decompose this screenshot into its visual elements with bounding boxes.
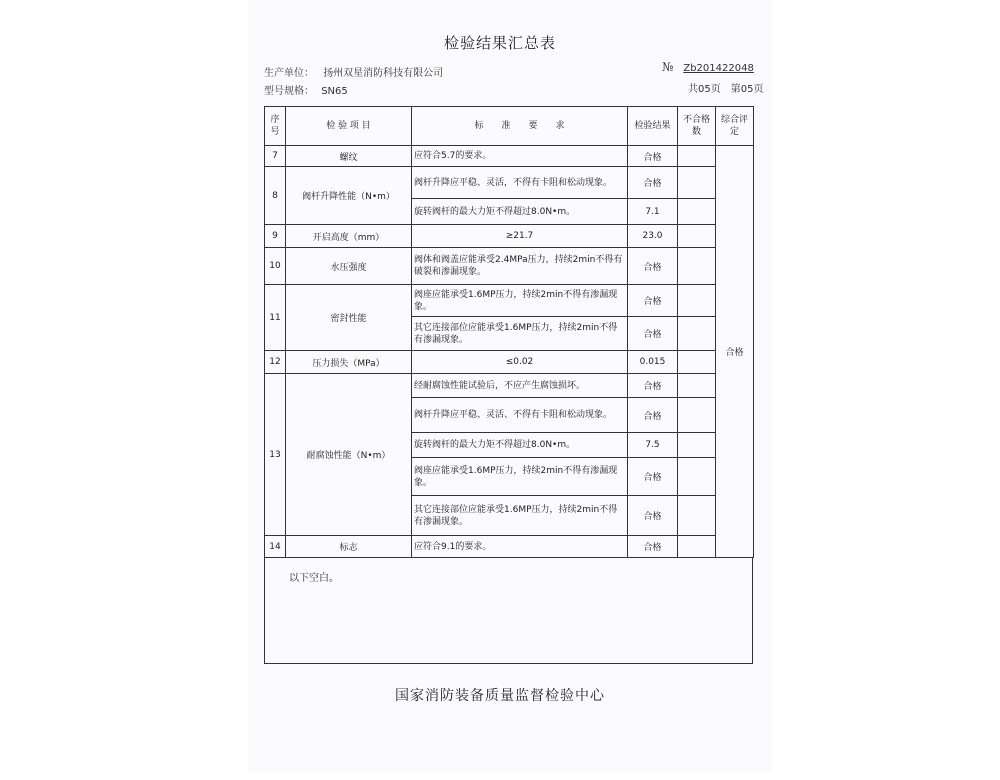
model-line (264, 82, 348, 97)
result-cell: 合格 (628, 317, 678, 351)
table-header-row (265, 107, 754, 146)
nonconform-cell (678, 458, 716, 496)
requirement-cell: 应符合5.7的要求。 (412, 146, 628, 167)
manufacturer-value: 扬州双星消防科技有限公司 (323, 68, 444, 79)
seq-cell: 7 (265, 146, 286, 167)
nonconform-cell (678, 199, 716, 225)
requirement-cell: ≥21.7 (412, 225, 628, 248)
result-cell: 7.5 (628, 433, 678, 458)
document-title: 检验结果汇总表 (443, 34, 556, 52)
requirement-cell: 旋转阀杆的最大力矩不得超过8.0N•m。 (412, 433, 628, 458)
header-standard: 标 准 要 求 (412, 107, 628, 146)
seq-cell: 12 (265, 351, 286, 374)
nonconform-cell (678, 317, 716, 351)
result-cell: 合格 (628, 248, 678, 285)
header-overall: 综合评定 (716, 107, 754, 146)
result-cell: 合格 (628, 374, 678, 398)
item-cell: 密封性能 (286, 285, 412, 351)
nonconform-cell (678, 351, 716, 374)
requirement-cell: 应符合9.1的要求。 (412, 536, 628, 558)
table-row (265, 351, 754, 374)
nonconform-cell (678, 398, 716, 433)
requirement-cell: 阀杆升降应平稳、灵活、不得有卡阻和松动现象。 (412, 398, 628, 433)
item-cell: 阀杆升降性能（N•m） (286, 167, 412, 225)
result-cell: 合格 (628, 285, 678, 317)
result-cell: 合格 (628, 458, 678, 496)
table-row (265, 248, 754, 285)
issuer-name: 国家消防装备质量监督检验中心 (395, 688, 605, 704)
requirement-cell: 阀体和阀盖应能承受2.4MPa压力，持续2min不得有破裂和渗漏现象。 (412, 248, 628, 285)
manufacturer-label: 生产单位： (264, 68, 314, 79)
requirement-cell: 其它连接部位应能承受1.6MP压力，持续2min不得有渗漏现象。 (412, 496, 628, 536)
results-table (264, 106, 754, 558)
result-cell: 合格 (628, 536, 678, 558)
item-cell: 开启高度（mm） (286, 225, 412, 248)
number-sign: № (662, 60, 674, 74)
header-item: 检 验 项 目 (286, 107, 412, 146)
result-cell: 合格 (628, 167, 678, 199)
seq-cell: 9 (265, 225, 286, 248)
table-row (265, 167, 754, 199)
table-row (265, 146, 754, 167)
nonconform-cell (678, 536, 716, 558)
model-label: 型号规格： (264, 86, 314, 97)
nonconform-cell (678, 374, 716, 398)
requirement-cell: 阀座应能承受1.6MP压力，持续2min不得有渗漏现象。 (412, 285, 628, 317)
nonconform-cell (678, 167, 716, 199)
seq-cell: 13 (265, 374, 286, 536)
requirement-cell: ≤0.02 (412, 351, 628, 374)
report-number-value: Zb201422048 (683, 63, 754, 74)
item-cell: 螺纹 (286, 146, 412, 167)
nonconform-cell (678, 433, 716, 458)
item-cell: 耐腐蚀性能（N•m） (286, 374, 412, 536)
seq-cell: 10 (265, 248, 286, 285)
seq-cell: 11 (265, 285, 286, 351)
result-cell: 7.1 (628, 199, 678, 225)
seq-cell: 8 (265, 167, 286, 225)
requirement-cell: 阀座应能承受1.6MP压力，持续2min不得有渗漏现象。 (412, 458, 628, 496)
item-cell: 水压强度 (286, 248, 412, 285)
model-value: SN65 (321, 86, 348, 97)
nonconform-cell (678, 285, 716, 317)
nonconform-cell (678, 496, 716, 536)
nonconform-cell (678, 146, 716, 167)
nonconform-cell (678, 248, 716, 285)
result-cell: 合格 (628, 398, 678, 433)
result-cell: 23.0 (628, 225, 678, 248)
item-cell: 压力损失（MPa） (286, 351, 412, 374)
result-cell: 合格 (628, 146, 678, 167)
table-row (265, 285, 754, 317)
remarks-text: 以下空白。 (289, 573, 339, 584)
table-row (265, 536, 754, 558)
requirement-cell: 其它连接部位应能承受1.6MP压力，持续2min不得有渗漏现象。 (412, 317, 628, 351)
page-count: 共05页 第05页 (688, 84, 764, 95)
overall-cell: 合格 (716, 146, 754, 558)
result-cell: 合格 (628, 496, 678, 536)
manufacturer-line (264, 64, 443, 79)
remarks-box (264, 557, 753, 664)
result-cell: 0.015 (628, 351, 678, 374)
requirement-cell: 旋转阀杆的最大力矩不得超过8.0N•m。 (412, 199, 628, 225)
header-result: 检验结果 (628, 107, 678, 146)
table-row (265, 225, 754, 248)
header-seq: 序号 (265, 107, 286, 146)
requirement-cell: 阀杆升降应平稳、灵活，不得有卡阻和松动现象。 (412, 167, 628, 199)
report-number (662, 60, 754, 74)
item-cell: 标志 (286, 536, 412, 558)
header-nonconform: 不合格数 (678, 107, 716, 146)
seq-cell: 14 (265, 536, 286, 558)
table-row (265, 374, 754, 398)
nonconform-cell (678, 225, 716, 248)
requirement-cell: 经耐腐蚀性能试验后，不应产生腐蚀损坏。 (412, 374, 628, 398)
